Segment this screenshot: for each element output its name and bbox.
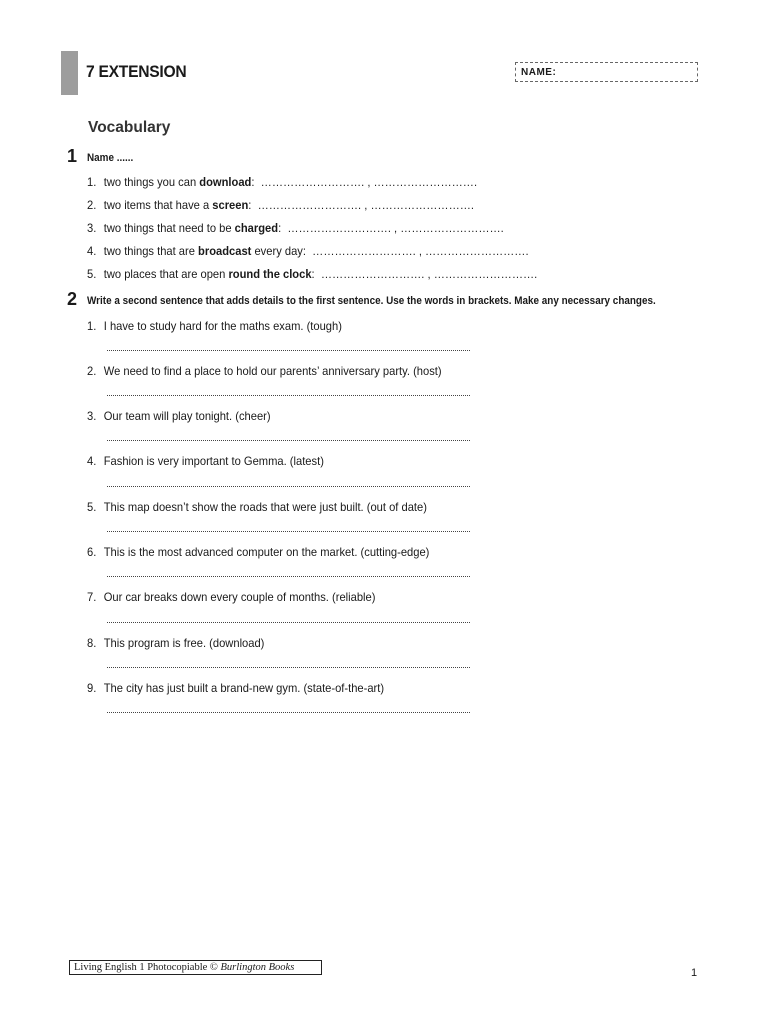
ex2-answer-line[interactable] [107,712,470,713]
ex2-answer-line[interactable] [107,486,470,487]
ex2-answer-line[interactable] [107,395,470,396]
ex1-item: 5. two places that are open round the clock: ………………………. , ………………………. [87,267,538,281]
ex2-item: 2. We need to find a place to hold our parents’ anniversary party. (host) [87,364,442,378]
ex2-answer-line[interactable] [107,576,470,577]
ex2-answer-line[interactable] [107,440,470,441]
ex2-answer-line[interactable] [107,531,470,532]
ex1-answer-dots[interactable]: ………………………. , ………………………. [257,198,474,212]
ex1-answer-dots[interactable]: ………………………. , ………………………. [287,221,504,235]
exercise-1-instruction: Name ...... [87,152,134,164]
ex1-item: 4. two things that are broadcast every day: ………………………. , ………………………. [87,244,529,258]
ex2-item: 8. This program is free. (download) [87,636,265,650]
name-label: NAME: [521,67,557,78]
page-number: 1 [691,967,698,979]
ex1-answer-dots[interactable]: ………………………. , ………………………. [312,244,529,258]
section-title: Vocabulary [88,119,171,136]
exercise-2-instruction: Write a second sentence that adds details to the first sentence. Use the words in brackets. Make any necessary changes. [87,295,656,307]
ex2-item: 4. Fashion is very important to Gemma. (latest) [87,454,324,468]
ex2-item: 9. The city has just built a brand-new gym. (state-of-the-art) [87,681,385,695]
ex1-item: 3. two things that need to be charged: ………………………. , ………………………. [87,221,504,235]
name-field[interactable] [515,62,698,82]
footer-copyright: Living English 1 Photocopiable © Burlington Books [69,960,322,975]
ex2-item: 6. This is the most advanced computer on the market. (cutting-edge) [87,545,430,559]
ex1-answer-dots[interactable]: ………………………. , ………………………. [260,175,478,189]
header-accent-bar [61,51,78,95]
exercise-2-number: 2 [67,289,78,309]
ex2-item: 5. This map doesn’t show the roads that were just built. (out of date) [87,500,427,514]
exercise-1-number: 1 [67,146,78,166]
ex1-item: 2. two items that have a screen: ………………………. , ………………………. [87,198,474,212]
ex2-item: 1. I have to study hard for the maths exam. (tough) [87,319,342,333]
publisher-name: Burlington Books [220,962,295,973]
ex2-item: 7. Our car breaks down every couple of months. (reliable) [87,590,376,604]
unit-title: 7 EXTENSION [86,62,187,81]
ex2-answer-line[interactable] [107,622,470,623]
ex2-answer-line[interactable] [107,667,470,668]
ex2-answer-line[interactable] [107,350,470,351]
ex1-answer-dots[interactable]: ………………………. , ………………………. [320,267,538,281]
ex1-item: 1. two things you can download: ………………………. , ………………………. [87,175,478,189]
ex2-item: 3. Our team will play tonight. (cheer) [87,409,271,423]
